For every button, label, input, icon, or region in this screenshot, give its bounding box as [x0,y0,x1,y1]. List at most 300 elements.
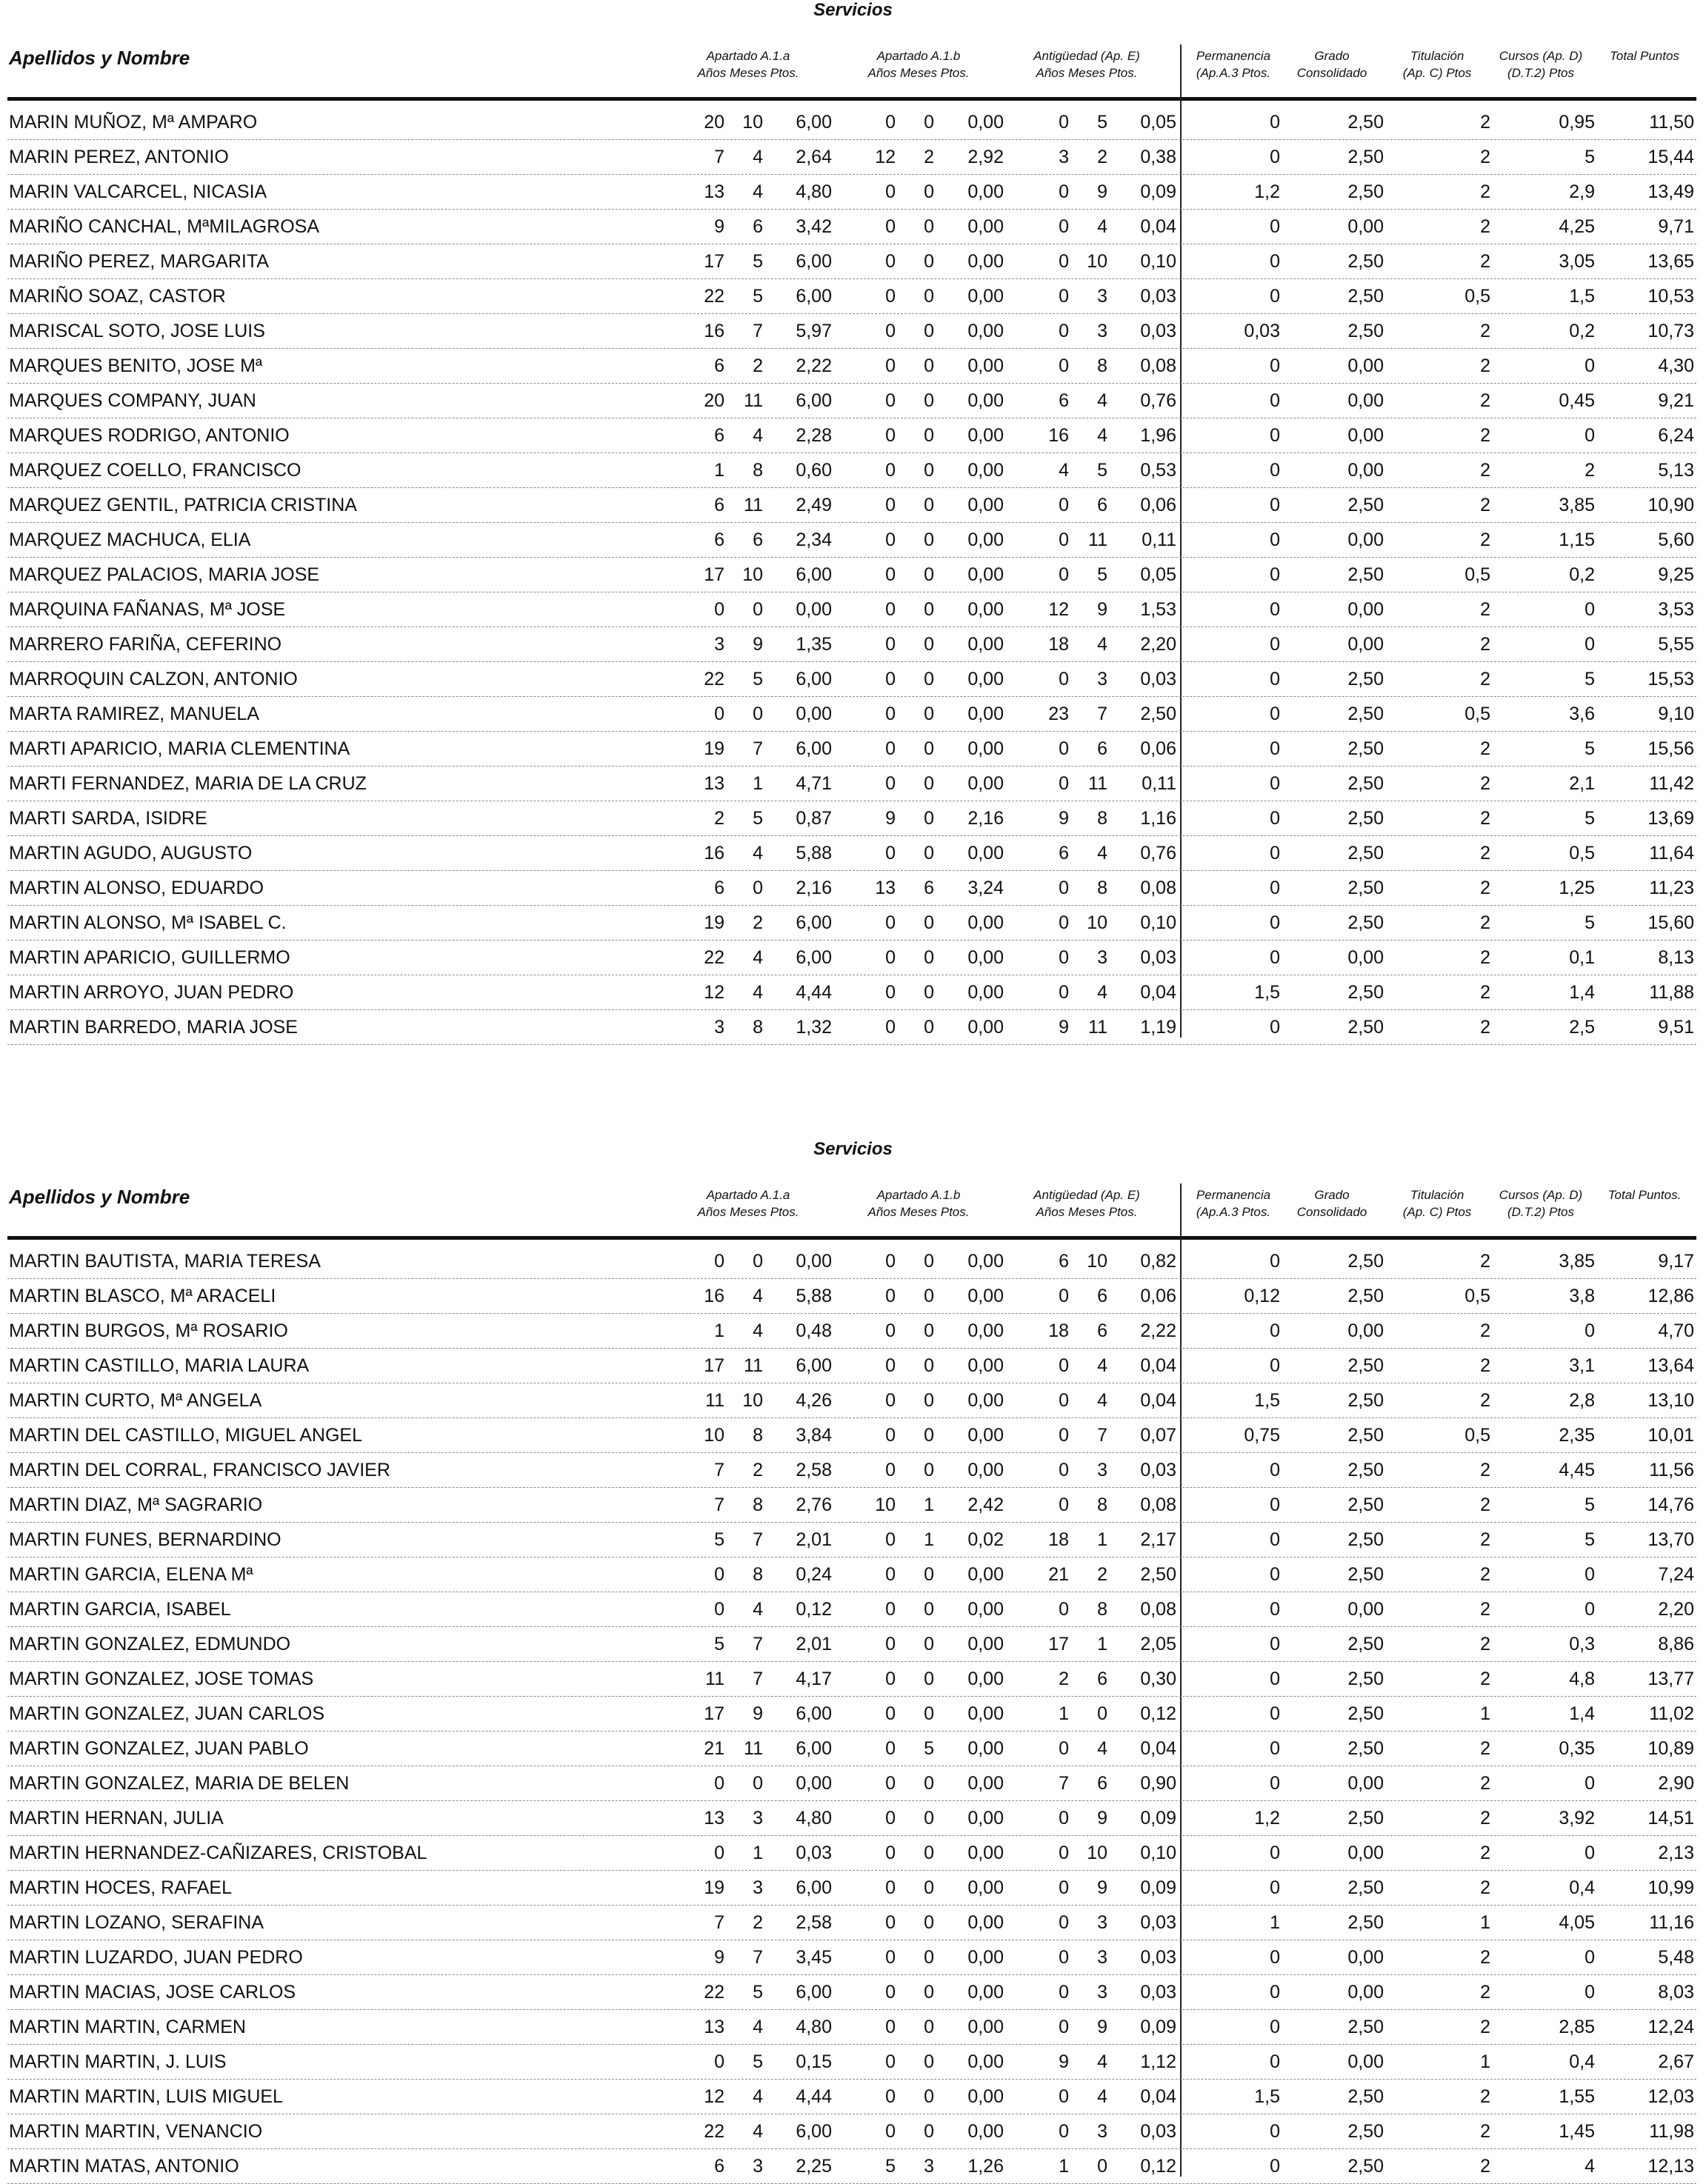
cell-a1b-months: 0 [924,1460,934,1480]
cell-a1b-months: 0 [924,982,934,1003]
cell-antig-years: 17 [1048,1634,1069,1654]
cell-grado-consolidado: 2,50 [1347,669,1384,689]
table-row [7,1592,1696,1627]
cell-name: MARTIN BAUTISTA, MARIA TERESA [9,1251,321,1272]
cell-a1b-months: 0 [924,1912,934,1933]
cell-antig-years: 0 [1059,530,1069,550]
cell-total-points: 2,13 [1658,1843,1694,1863]
cell-grado-consolidado: 0,00 [1347,1947,1384,1968]
cell-antig-points: 0,03 [1140,1947,1176,1968]
cell-antig-points: 1,16 [1140,808,1176,829]
cell-a1b-points: 0,00 [967,1738,1004,1759]
table-row [7,558,1696,592]
cell-a1b-years: 0 [885,390,896,411]
cell-permanencia-points: 0 [1270,1495,1280,1515]
cell-permanencia-points: 0 [1270,1634,1280,1654]
cell-a1b-years: 0 [885,1982,896,2003]
table-row [7,314,1696,349]
cell-a1a-months: 7 [753,1669,763,1689]
cell-total-points: 4,30 [1658,355,1694,376]
cell-cursos-points: 0,2 [1569,564,1595,585]
column-header-a1a [667,47,830,81]
cell-antig-years: 0 [1059,1460,1069,1480]
cell-a1b-years: 9 [885,808,896,829]
cell-a1b-months: 0 [924,1773,934,1794]
cell-antig-years: 6 [1059,1251,1069,1272]
cell-antig-points: 0,03 [1140,947,1176,968]
cell-a1a-points: 5,97 [796,321,832,341]
cell-name: MARTIN CURTO, Mª ANGELA [9,1390,262,1411]
cell-a1b-points: 0,00 [967,1425,1004,1446]
cell-antig-months: 10 [1087,1843,1107,1863]
table-row [7,1010,1696,1045]
cell-a1a-months: 4 [753,2086,763,2107]
table-row [7,1906,1696,1940]
cell-name: MARTIN APARICIO, GUILLERMO [9,947,290,968]
cell-a1a-points: 6,00 [796,1738,832,1759]
cell-cursos-points: 0 [1585,1599,1595,1620]
cell-permanencia-points: 0 [1270,564,1280,585]
table-row [7,662,1696,697]
cell-a1a-years: 20 [704,112,724,133]
cell-cursos-points: 0 [1585,1843,1595,1863]
cell-a1b-points: 0,00 [967,1017,1004,1038]
cell-grado-consolidado: 2,50 [1347,1738,1384,1759]
table-row [7,2080,1696,2114]
cell-antig-points: 0,76 [1140,390,1176,411]
cell-name: MARTI APARICIO, MARIA CLEMENTINA [9,738,350,759]
table-row [7,801,1696,836]
cell-cursos-points: 5 [1585,147,1595,167]
cell-name: MARIN PEREZ, ANTONIO [9,147,229,167]
cell-antig-years: 7 [1059,1773,1069,1794]
cell-antig-months: 9 [1097,2017,1107,2037]
cell-titulacion-points: 2 [1480,1877,1490,1898]
cell-name: MARQUEZ GENTIL, PATRICIA CRISTINA [9,495,357,515]
cell-antig-years: 0 [1059,947,1069,968]
cell-grado-consolidado: 2,50 [1347,1877,1384,1898]
table-row [7,1836,1696,1871]
cell-cursos-points: 0 [1585,1320,1595,1341]
cell-titulacion-points: 2 [1480,1460,1490,1480]
cell-titulacion-points: 2 [1480,634,1490,655]
cell-cursos-points: 4,45 [1559,1460,1595,1480]
cell-a1a-years: 6 [714,355,724,376]
cell-a1a-points: 2,25 [796,2156,832,2177]
cell-cursos-points: 3,05 [1559,251,1595,272]
cell-cursos-points: 0,5 [1569,843,1595,864]
cell-antig-years: 0 [1059,1286,1069,1306]
cell-antig-points: 0,06 [1140,1286,1176,1306]
column-header-a1b [837,1186,1000,1220]
cell-a1b-years: 0 [885,1460,896,1480]
cell-a1b-years: 0 [885,704,896,724]
column-header-line: Permanencia [1196,49,1271,63]
cell-antig-points: 1,53 [1140,599,1176,620]
cell-a1a-points: 2,49 [796,495,832,515]
cell-permanencia-points: 0 [1270,912,1280,933]
cell-a1a-points: 0,12 [796,1599,832,1620]
cell-a1b-years: 0 [885,1877,896,1898]
cell-antig-points: 1,96 [1140,425,1176,446]
cell-a1a-points: 6,00 [796,947,832,968]
cell-a1b-years: 0 [885,1320,896,1341]
cell-cursos-points: 4,25 [1559,216,1595,237]
cell-cursos-points: 0,1 [1569,947,1595,968]
cell-antig-years: 18 [1048,634,1069,655]
cell-a1a-points: 1,35 [796,634,832,655]
cell-titulacion-points: 2 [1480,912,1490,933]
table-row [7,2114,1696,2149]
cell-a1a-months: 11 [744,1355,763,1376]
cell-a1b-years: 0 [885,530,896,550]
cell-grado-consolidado: 0,00 [1347,530,1384,550]
cell-a1a-points: 4,44 [796,982,832,1003]
cell-cursos-points: 0 [1585,425,1595,446]
cell-permanencia-points: 1,2 [1254,1808,1280,1829]
cell-antig-months: 4 [1097,425,1107,446]
cell-total-points: 5,13 [1658,460,1694,481]
cell-cursos-points: 0 [1585,634,1595,655]
cell-a1b-points: 0,00 [967,2017,1004,2037]
cell-a1b-years: 0 [885,1390,896,1411]
cell-antig-points: 0,09 [1140,1808,1176,1829]
cell-antig-points: 0,04 [1140,216,1176,237]
cell-antig-years: 6 [1059,843,1069,864]
cell-titulacion-points: 2 [1480,112,1490,133]
cell-a1a-years: 2 [714,808,724,829]
cell-grado-consolidado: 2,50 [1347,181,1384,202]
column-header-line: Antigüedad (Ap. E) [1033,49,1140,63]
cell-a1b-months: 0 [924,286,934,307]
cell-total-points: 13,10 [1647,1390,1694,1411]
cell-grado-consolidado: 0,00 [1347,1773,1384,1794]
cell-name: MARTIN GONZALEZ, MARIA DE BELEN [9,1773,350,1794]
cell-grado-consolidado: 0,00 [1347,1843,1384,1863]
cell-titulacion-points: 2 [1480,1564,1490,1585]
column-header-antig [1005,47,1168,81]
cell-a1b-months: 0 [924,1703,934,1724]
cell-permanencia-points: 0 [1270,1017,1280,1038]
cell-a1b-points: 0,00 [967,1877,1004,1898]
cell-cursos-points: 1,25 [1559,878,1595,898]
cell-total-points: 11,98 [1649,2121,1694,2142]
column-header-line: Cursos (Ap. D) [1499,1188,1583,1202]
cell-total-points: 14,51 [1647,1808,1694,1829]
cell-a1a-points: 0,00 [796,704,832,724]
cell-a1b-years: 0 [885,2086,896,2107]
table-row [7,2045,1696,2080]
column-header-line: Grado [1314,1188,1350,1202]
cell-a1a-points: 6,00 [796,669,832,689]
cell-permanencia-points: 0 [1270,1669,1280,1689]
cell-a1b-months: 0 [924,1877,934,1898]
cell-a1b-years: 0 [885,1703,896,1724]
cell-a1a-months: 1 [753,773,763,794]
cell-a1a-months: 5 [753,251,763,272]
cell-a1a-years: 5 [714,1529,724,1550]
cell-antig-points: 1,19 [1140,1017,1176,1038]
cell-a1a-years: 0 [714,2051,724,2072]
column-header-line: (Ap. C) Ptos [1402,1205,1472,1219]
cell-antig-months: 4 [1097,1390,1107,1411]
cell-grado-consolidado: 0,00 [1347,599,1384,620]
cell-a1a-years: 7 [714,1495,724,1515]
cell-titulacion-points: 2 [1480,808,1490,829]
cell-antig-months: 11 [1088,773,1107,794]
cell-titulacion-points: 2 [1480,1947,1490,1968]
cell-total-points: 10,53 [1647,286,1694,307]
cell-antig-points: 0,53 [1140,460,1176,481]
cell-permanencia-points: 0 [1270,843,1280,864]
column-header-line: Años Meses Ptos. [867,66,970,80]
cell-antig-points: 2,20 [1140,634,1176,655]
cell-a1b-years: 0 [885,1947,896,1968]
cell-a1b-points: 0,00 [967,112,1004,133]
cell-antig-points: 0,06 [1140,738,1176,759]
cell-a1b-months: 0 [924,2086,934,2107]
cell-permanencia-points: 0 [1270,2051,1280,2072]
cell-titulacion-points: 2 [1480,1320,1490,1341]
column-header-a1a [667,1186,830,1220]
cell-grado-consolidado: 2,50 [1347,1564,1384,1585]
cell-titulacion-points: 2 [1480,1634,1490,1654]
cell-antig-points: 0,04 [1140,1355,1176,1376]
cell-a1a-years: 6 [714,495,724,515]
cell-a1b-points: 0,00 [967,2051,1004,2072]
cell-a1b-points: 0,00 [967,1320,1004,1341]
column-header-name: Apellidos y Nombre [9,1186,190,1208]
cell-name: MARTIN GONZALEZ, JUAN CARLOS [9,1703,324,1724]
cell-a1b-years: 0 [885,1738,896,1759]
column-header-line: Apartado A.1.b [876,1188,961,1202]
cell-antig-points: 0,09 [1140,181,1176,202]
cell-permanencia-points: 0 [1270,773,1280,794]
cell-a1b-points: 0,00 [967,355,1004,376]
cell-name: MARTIN ALONSO, EDUARDO [9,878,264,898]
cell-antig-points: 0,05 [1140,112,1176,133]
cell-titulacion-points: 2 [1480,982,1490,1003]
cell-antig-points: 0,05 [1140,564,1176,585]
cell-total-points: 11,42 [1649,773,1694,794]
cell-a1a-points: 6,00 [796,738,832,759]
cell-a1a-years: 0 [714,1773,724,1794]
cell-name: MARTI FERNANDEZ, MARIA DE LA CRUZ [9,773,367,794]
cell-a1a-points: 6,00 [796,1703,832,1724]
cell-antig-points: 2,50 [1140,704,1176,724]
cell-a1b-months: 1 [924,1529,934,1550]
cell-antig-months: 8 [1097,808,1107,829]
column-header-line: Consolidado [1296,1205,1367,1219]
cell-cursos-points: 3,1 [1569,1355,1595,1376]
cell-cursos-points: 1,15 [1559,530,1595,550]
cell-a1a-months: 2 [753,1912,763,1933]
cell-titulacion-points: 0,5 [1465,564,1490,585]
cell-antig-years: 0 [1059,1877,1069,1898]
cell-a1a-months: 11 [744,1738,763,1759]
cell-total-points: 2,90 [1658,1773,1694,1794]
cell-name: MARTIN DEL CORRAL, FRANCISCO JAVIER [9,1460,390,1480]
column-header-line: (D.T.2) Ptos [1507,1205,1575,1219]
cell-a1b-months: 0 [924,530,934,550]
column-header-line: (D.T.2) Ptos [1507,66,1575,80]
cell-antig-points: 2,50 [1140,1564,1176,1585]
cell-a1b-months: 3 [924,2156,934,2177]
cell-a1b-years: 0 [885,2017,896,2037]
cell-name: MARQUEZ COELLO, FRANCISCO [9,460,301,481]
cell-permanencia-points: 0 [1270,355,1280,376]
cell-a1b-points: 0,00 [967,1460,1004,1480]
cell-a1b-points: 0,00 [967,2086,1004,2107]
section-title: Servicios [813,1139,893,1159]
cell-cursos-points: 3,6 [1569,704,1595,724]
cell-grado-consolidado: 2,50 [1347,1808,1384,1829]
cell-antig-years: 0 [1059,2017,1069,2037]
cell-a1b-years: 10 [875,1495,896,1515]
cell-a1b-years: 0 [885,355,896,376]
cell-titulacion-points: 2 [1480,599,1490,620]
cell-a1b-points: 0,00 [967,495,1004,515]
cell-grado-consolidado: 0,00 [1347,1982,1384,2003]
cell-name: MARQUES RODRIGO, ANTONIO [9,425,290,446]
cell-a1a-years: 16 [704,843,724,864]
cell-permanencia-points: 0 [1270,1877,1280,1898]
cell-a1b-points: 0,00 [967,1355,1004,1376]
cell-antig-years: 0 [1059,669,1069,689]
cell-permanencia-points: 0 [1270,1599,1280,1620]
cell-a1b-points: 0,00 [967,1634,1004,1654]
cell-antig-months: 2 [1097,147,1107,167]
column-header-line: Grado [1314,49,1350,63]
cell-antig-years: 12 [1048,599,1069,620]
cell-titulacion-points: 2 [1480,669,1490,689]
cell-a1a-months: 9 [753,1703,763,1724]
cell-a1b-years: 0 [885,251,896,272]
cell-a1a-months: 8 [753,1425,763,1446]
cell-a1a-months: 0 [753,599,763,620]
cell-name: MARTIN GONZALEZ, JUAN PABLO [9,1738,309,1759]
column-header-line: Años Meses Ptos. [697,66,799,80]
cell-titulacion-points: 2 [1480,216,1490,237]
cell-a1b-months: 0 [924,669,934,689]
cell-a1b-years: 0 [885,2121,896,2142]
cell-antig-years: 1 [1059,1703,1069,1724]
cell-total-points: 13,49 [1647,181,1694,202]
cell-a1a-points: 6,00 [796,912,832,933]
cell-grado-consolidado: 0,00 [1347,460,1384,481]
cell-antig-points: 2,22 [1140,1320,1176,1341]
table-row [7,2010,1696,2045]
cell-antig-months: 9 [1097,599,1107,620]
cell-permanencia-points: 0 [1270,1982,1280,2003]
cell-a1b-years: 0 [885,286,896,307]
cell-a1b-points: 0,00 [967,530,1004,550]
cell-permanencia-points: 0,03 [1244,321,1280,341]
cell-a1b-months: 0 [924,112,934,133]
cell-a1b-years: 0 [885,1425,896,1446]
cell-a1a-points: 0,60 [796,460,832,481]
cell-antig-months: 11 [1088,530,1107,550]
cell-antig-months: 3 [1097,1982,1107,2003]
cell-a1b-months: 0 [924,2017,934,2037]
cell-name: MARIÑO SOAZ, CASTOR [9,286,226,307]
cell-total-points: 4,70 [1658,1320,1694,1341]
cell-cursos-points: 1,45 [1559,2121,1595,2142]
cell-antig-points: 2,17 [1140,1529,1176,1550]
cell-antig-points: 0,03 [1140,1460,1176,1480]
cell-total-points: 11,16 [1649,1912,1694,1933]
cell-total-points: 11,88 [1649,982,1694,1003]
cell-a1b-years: 0 [885,460,896,481]
cell-permanencia-points: 0 [1270,251,1280,272]
section-title: Servicios [813,0,893,20]
cell-antig-points: 0,04 [1140,1738,1176,1759]
cell-antig-years: 0 [1059,2121,1069,2142]
cell-a1a-points: 4,17 [796,1669,832,1689]
cell-permanencia-points: 0 [1270,1773,1280,1794]
cell-antig-months: 6 [1097,1286,1107,1306]
cell-a1b-months: 0 [924,1843,934,1863]
cell-a1b-years: 0 [885,1669,896,1689]
table-row [7,1418,1696,1453]
cell-antig-months: 3 [1097,1912,1107,1933]
cell-antig-years: 0 [1059,321,1069,341]
cell-permanencia-points: 0 [1270,1320,1280,1341]
cell-antig-points: 0,03 [1140,2121,1176,2142]
cell-a1a-years: 17 [704,1355,724,1376]
cell-permanencia-points: 0 [1270,1529,1280,1550]
cell-total-points: 10,01 [1647,1425,1694,1446]
cell-a1b-months: 0 [924,390,934,411]
cell-grado-consolidado: 2,50 [1347,2121,1384,2142]
cell-antig-years: 0 [1059,2086,1069,2107]
table-row [7,175,1696,210]
cell-a1a-years: 22 [704,1982,724,2003]
cell-antig-points: 0,10 [1140,1843,1176,1863]
cell-a1a-months: 3 [753,1808,763,1829]
cell-antig-months: 9 [1097,181,1107,202]
cell-a1a-points: 0,03 [796,1843,832,1863]
cell-antig-points: 0,04 [1140,2086,1176,2107]
table-row [7,1523,1696,1557]
cell-a1b-months: 6 [924,878,934,898]
cell-a1a-points: 2,34 [796,530,832,550]
cell-cursos-points: 5 [1585,808,1595,829]
cell-a1a-years: 12 [704,982,724,1003]
cell-a1b-months: 0 [924,947,934,968]
cell-antig-years: 0 [1059,1599,1069,1620]
table-row [7,244,1696,279]
cell-total-points: 11,02 [1649,1703,1694,1724]
cell-a1b-points: 0,00 [967,321,1004,341]
cell-total-points: 10,99 [1647,1877,1694,1898]
cell-antig-months: 4 [1097,216,1107,237]
cell-a1b-points: 0,00 [967,1564,1004,1585]
cell-name: MARTIN ARROYO, JUAN PEDRO [9,982,294,1003]
cell-a1a-months: 4 [753,1286,763,1306]
cell-a1b-points: 0,00 [967,1669,1004,1689]
cell-titulacion-points: 2 [1480,1773,1490,1794]
cell-permanencia-points: 1,2 [1254,181,1280,202]
cell-name: MARQUES COMPANY, JUAN [9,390,256,411]
cell-antig-months: 8 [1097,1599,1107,1620]
cell-name: MARQUINA FAÑANAS, Mª JOSE [9,599,286,620]
cell-a1b-months: 0 [924,1425,934,1446]
cell-total-points: 13,69 [1647,808,1694,829]
column-header-a1b [837,47,1000,81]
cell-titulacion-points: 2 [1480,355,1490,376]
cell-a1b-months: 0 [924,599,934,620]
